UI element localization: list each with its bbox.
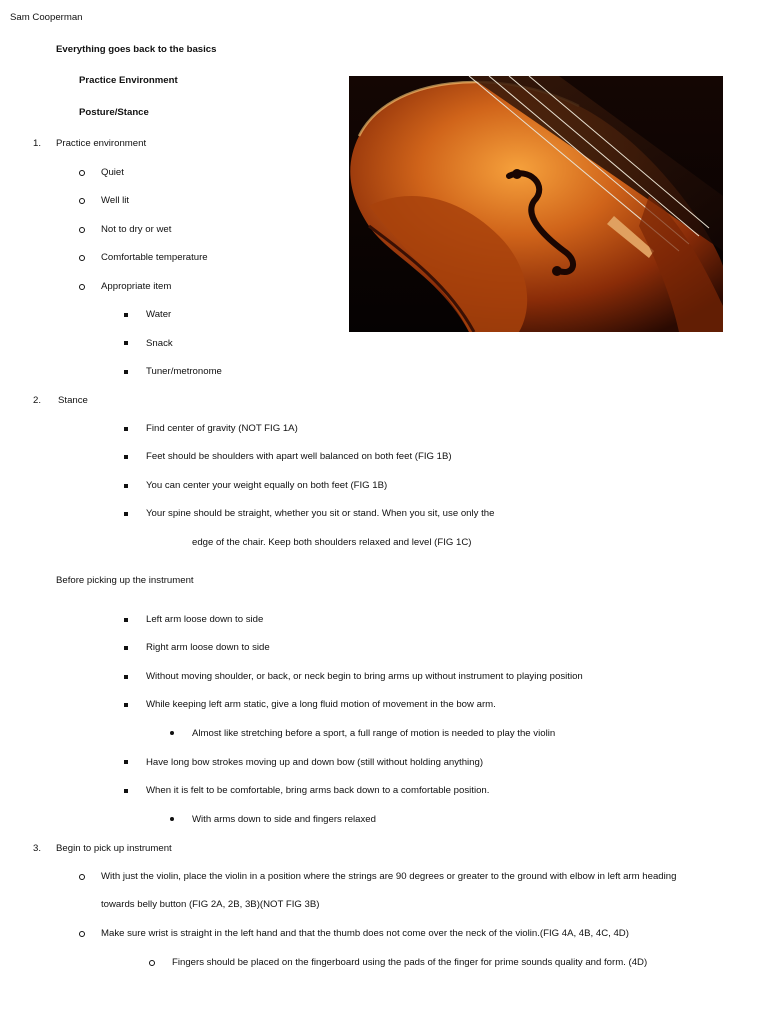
list-item: Right arm loose down to side bbox=[146, 642, 270, 653]
square-bullet-icon bbox=[124, 760, 128, 764]
circle-bullet-icon bbox=[79, 284, 85, 290]
square-bullet-icon bbox=[124, 675, 128, 679]
section-title-begin-pick-up: Begin to pick up instrument bbox=[56, 843, 172, 854]
list-item: When it is felt to be comfortable, bring arms back down to a comfortable position. bbox=[146, 785, 490, 796]
list-item: Your spine should be straight, whether you sit or stand. When you sit, use only the bbox=[146, 508, 495, 519]
square-bullet-icon bbox=[124, 370, 128, 374]
square-bullet-icon bbox=[124, 455, 128, 459]
list-item: With arms down to side and fingers relaxed bbox=[192, 814, 376, 825]
square-bullet-icon bbox=[124, 341, 128, 345]
violin-photo bbox=[349, 76, 723, 332]
list-item: Left arm loose down to side bbox=[146, 614, 264, 625]
list-item: Without moving shoulder, or back, or neck begin to bring arms up without instrument to playing position bbox=[146, 671, 583, 682]
circle-bullet-icon bbox=[79, 170, 85, 176]
square-bullet-icon bbox=[124, 703, 128, 707]
square-bullet-icon bbox=[124, 618, 128, 622]
list-item: Tuner/metronome bbox=[146, 366, 222, 377]
list-item: Not to dry or wet bbox=[101, 224, 172, 235]
circle-bullet-icon bbox=[79, 874, 85, 880]
list-item: While keeping left arm static, give a long fluid motion of movement in the bow arm. bbox=[146, 699, 496, 710]
list-item: Feet should be shoulders with apart well balanced on both feet (FIG 1B) bbox=[146, 451, 452, 462]
subheading-practice-environment: Practice Environment bbox=[79, 75, 178, 86]
circle-bullet-icon bbox=[149, 960, 155, 966]
list-item: Find center of gravity (NOT FIG 1A) bbox=[146, 423, 298, 434]
square-bullet-icon bbox=[124, 646, 128, 650]
square-bullet-icon bbox=[124, 512, 128, 516]
list-item: Have long bow strokes moving up and down bow (still without holding anything) bbox=[146, 757, 484, 768]
section-number-2: 2. bbox=[33, 395, 42, 406]
circle-bullet-icon bbox=[79, 198, 85, 204]
list-item: Water bbox=[146, 309, 172, 320]
section-title-before-picking-up: Before picking up the instrument bbox=[56, 575, 194, 586]
list-item-continuation: towards belly button (FIG 2A, 2B, 3B)(NOT FIG 3B) bbox=[101, 899, 320, 910]
section-number-3: 3. bbox=[33, 843, 42, 854]
document-heading: Everything goes back to the basics bbox=[56, 44, 217, 55]
list-item: Quiet bbox=[101, 167, 124, 178]
list-item: With just the violin, place the violin in a position where the strings are 90 degrees or greater to the ground with elbow in left arm heading bbox=[101, 871, 677, 882]
circle-bullet-icon bbox=[79, 227, 85, 233]
dot-bullet-icon bbox=[170, 731, 174, 735]
square-bullet-icon bbox=[124, 313, 128, 317]
square-bullet-icon bbox=[124, 484, 128, 488]
list-item: Appropriate item bbox=[101, 281, 172, 292]
section-title-practice-environment: Practice environment bbox=[56, 138, 147, 149]
square-bullet-icon bbox=[124, 789, 128, 793]
subheading-posture-stance: Posture/Stance bbox=[79, 107, 149, 118]
section-number-1: 1. bbox=[33, 138, 42, 149]
list-item-continuation: edge of the chair. Keep both shoulders relaxed and level (FIG 1C) bbox=[192, 537, 472, 548]
dot-bullet-icon bbox=[170, 817, 174, 821]
circle-bullet-icon bbox=[79, 255, 85, 261]
list-item: Snack bbox=[146, 338, 173, 349]
list-item: Make sure wrist is straight in the left hand and that the thumb does not come over the neck of the violin.(FIG 4A, 4B, 4C, 4D) bbox=[101, 928, 629, 939]
section-title-stance: Stance bbox=[58, 395, 88, 406]
list-item: Fingers should be placed on the fingerboard using the pads of the finger for prime sounds quality and form. (4D) bbox=[172, 957, 648, 968]
list-item: Comfortable temperature bbox=[101, 252, 208, 263]
list-item: You can center your weight equally on both feet (FIG 1B) bbox=[146, 480, 388, 491]
circle-bullet-icon bbox=[79, 931, 85, 937]
author-name: Sam Cooperman bbox=[10, 12, 83, 23]
list-item: Almost like stretching before a sport, a full range of motion is needed to play the violin bbox=[192, 728, 556, 739]
square-bullet-icon bbox=[124, 427, 128, 431]
list-item: Well lit bbox=[101, 195, 130, 206]
